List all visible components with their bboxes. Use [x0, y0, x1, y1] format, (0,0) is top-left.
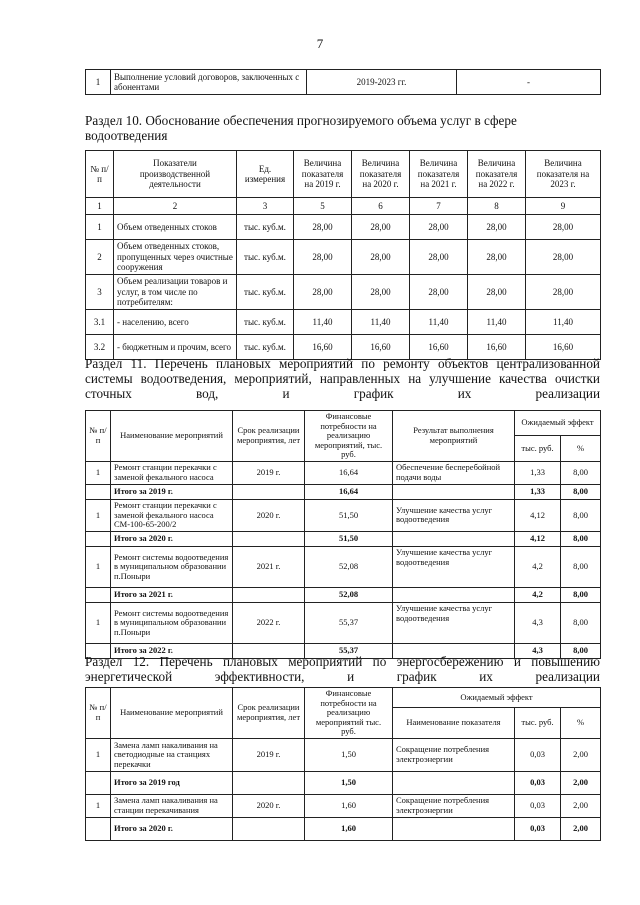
row-effect-rub: 0,03: [515, 738, 561, 771]
row-effect-rub: 4,3: [515, 602, 561, 643]
table-row: [86, 70, 601, 95]
header-cell: Финансовые потребности на реализацию мероприятий, тыс. руб.: [305, 411, 393, 462]
value-2020: 28,00: [352, 275, 410, 310]
row-effect-pct: 8,00: [561, 461, 601, 484]
value-2022: 11,40: [468, 310, 526, 335]
value-2020: 11,40: [352, 310, 410, 335]
value-2023: 28,00: [526, 240, 601, 275]
total-effect-pct: 8,00: [561, 643, 601, 658]
row-number: 1: [86, 794, 111, 817]
row-period: 2019 г.: [233, 738, 305, 771]
row-effect-pct: 8,00: [561, 546, 601, 587]
total-effect-rub: 0,03: [515, 771, 561, 794]
total-effect-rub: 4,12: [515, 531, 561, 546]
value-2019: 28,00: [294, 240, 352, 275]
section-11-table: [85, 410, 601, 659]
row-name: Выполнение условий договоров, заключенных с абонентами: [111, 70, 307, 95]
table-row: [86, 240, 601, 275]
column-number: 5: [294, 198, 352, 215]
row-number: 1: [86, 602, 111, 643]
value-2022: 28,00: [468, 240, 526, 275]
row-effect-rub: 4,12: [515, 499, 561, 531]
value-2020: 28,00: [352, 215, 410, 240]
row-effect-pct: 8,00: [561, 602, 601, 643]
row-name: Объем реализации товаров и услуг, в том числе по потребителям:: [114, 275, 237, 310]
row-effect-rub: 4,2: [515, 546, 561, 587]
value-2023: 28,00: [526, 215, 601, 240]
row-name: Ремонт системы водоотведения в муниципальном образовании п.Поныри: [111, 602, 233, 643]
total-label: Итого за 2021 г.: [111, 587, 233, 602]
value-2019: 28,00: [294, 215, 352, 240]
table-row: [86, 275, 601, 310]
value-2021: 28,00: [410, 215, 468, 240]
value-2022: 16,60: [468, 335, 526, 360]
header-cell: Величина показателя на 2020 г.: [352, 151, 410, 198]
column-number: 9: [526, 198, 601, 215]
row-name: Объем отведенных стоков: [114, 215, 237, 240]
section-10-table: [85, 150, 601, 360]
row-finance: 16,64: [305, 461, 393, 484]
row-number: 3.1: [86, 310, 114, 335]
row-number: 1: [86, 738, 111, 771]
row-period: 2019 г.: [233, 461, 305, 484]
total-effect-rub: 4,3: [515, 643, 561, 658]
table-row: [86, 546, 601, 587]
row-period: 2020 г.: [233, 499, 305, 531]
row-name: Ремонт системы водоотведения в муниципальном образовании п.Поныри: [111, 546, 233, 587]
row-number: 3.2: [86, 335, 114, 360]
row-name: - населению, всего: [114, 310, 237, 335]
column-number-row: [86, 198, 601, 215]
table-row: [86, 794, 601, 817]
row-number: 3: [86, 275, 114, 310]
row-result: Улучшение качества услуг водоотведения: [393, 602, 515, 643]
value-2019: 16,60: [294, 335, 352, 360]
header-cell: Наименование мероприятий: [111, 688, 233, 739]
section-10-heading: Раздел 10. Обоснование обеспечения прогнозируемого объема услуг в сфере водоотведения: [85, 113, 517, 143]
row-period: 2021 г.: [233, 546, 305, 587]
value-2019: 28,00: [294, 275, 352, 310]
row-effect-rub: 0,03: [515, 794, 561, 817]
row-effect-pct: 2,00: [561, 794, 601, 817]
row-period: 2019-2023 гг.: [307, 70, 457, 95]
header-cell: Величина показателя на 2021 г.: [410, 151, 468, 198]
row-number: 1: [86, 461, 111, 484]
row-indicator: Сокращение потребления электроэнергии: [393, 794, 515, 817]
header-cell: Ед. измерения: [237, 151, 294, 198]
header-cell: %: [561, 707, 601, 738]
value-2022: 28,00: [468, 215, 526, 240]
row-period: 2020 г.: [233, 794, 305, 817]
row-name: Ремонт станции перекачки с заменой фекального насоса: [111, 461, 233, 484]
value-2021: 28,00: [410, 275, 468, 310]
row-unit: тыс. куб.м.: [237, 275, 294, 310]
header-cell: № п/п: [86, 411, 111, 462]
column-number: 8: [468, 198, 526, 215]
header-cell: Наименование показателя: [393, 707, 515, 738]
section-12-heading: Раздел 12. Перечень плановых мероприятий по энергосбережению и повышению энергетической эффективности, и график их реализации: [85, 654, 600, 684]
column-number: 6: [352, 198, 410, 215]
row-unit: тыс. куб.м.: [237, 310, 294, 335]
total-row: [86, 771, 601, 794]
total-effect-pct: 2,00: [561, 771, 601, 794]
row-name: - бюджетным и прочим, всего: [114, 335, 237, 360]
row-finance: 1,60: [305, 794, 393, 817]
total-label: Итого за 2019 г.: [111, 484, 233, 499]
table-row: [86, 738, 601, 771]
row-result: Улучшение качества услуг водоотведения: [393, 499, 515, 531]
row-unit: тыс. куб.м.: [237, 335, 294, 360]
row-result: Обеспечение бесперебойной подачи воды: [393, 461, 515, 484]
total-finance: 51,50: [305, 531, 393, 546]
row-indicator: Сокращение потребления электроэнергии: [393, 738, 515, 771]
header-cell: %: [561, 436, 601, 461]
value-2020: 28,00: [352, 240, 410, 275]
total-effect-rub: 4,2: [515, 587, 561, 602]
section-11-heading: Раздел 11. Перечень плановых мероприятий по ремонту объектов централизованной системы водоотведения, мероприятий, направленных на улучшение качества очистки сточных вод, и график их реализации: [85, 356, 600, 401]
header-cell: Ожидаемый эффект: [393, 688, 601, 708]
total-finance: 16,64: [305, 484, 393, 499]
table-row: [86, 310, 601, 335]
row-number: 2: [86, 240, 114, 275]
total-finance: 1,50: [305, 771, 393, 794]
table-header-row: [86, 688, 601, 708]
row-effect-rub: 1,33: [515, 461, 561, 484]
header-cell: Величина показателя на 2022 г.: [468, 151, 526, 198]
total-label: Итого за 2020 г.: [111, 817, 233, 840]
total-finance: 1,60: [305, 817, 393, 840]
header-cell: Показатели производственной деятельности: [114, 151, 237, 198]
row-number: 1: [86, 215, 114, 240]
value-2023: 11,40: [526, 310, 601, 335]
row-finance: 55,37: [305, 602, 393, 643]
table-header-row: [86, 411, 601, 436]
row-period: 2022 г.: [233, 602, 305, 643]
header-cell: тыс. руб.: [515, 707, 561, 738]
value-2019: 11,40: [294, 310, 352, 335]
value-2021: 16,60: [410, 335, 468, 360]
value-2023: 28,00: [526, 275, 601, 310]
total-effect-pct: 8,00: [561, 484, 601, 499]
row-unit: тыс. куб.м.: [237, 240, 294, 275]
row-number: 1: [86, 499, 111, 531]
header-cell: Величина показателя на 2023 г.: [526, 151, 601, 198]
header-cell: Срок реализации мероприятия, лет: [233, 688, 305, 739]
row-name: Объем отведенных стоков, пропущенных через очистные сооружения: [114, 240, 237, 275]
header-cell: Результат выполнения мероприятий: [393, 411, 515, 462]
total-row: [86, 587, 601, 602]
row-finance: 1,50: [305, 738, 393, 771]
column-number: 3: [237, 198, 294, 215]
total-effect-pct: 8,00: [561, 587, 601, 602]
row-effect-pct: 2,00: [561, 738, 601, 771]
table-header-row: [86, 151, 601, 198]
header-cell: Срок реализации мероприятия, лет: [233, 411, 305, 462]
continuation-table: [85, 69, 601, 95]
section-12-table: [85, 687, 601, 841]
row-number: 1: [86, 70, 111, 95]
total-row: [86, 817, 601, 840]
total-finance: 55,37: [305, 643, 393, 658]
page-number: 7: [316, 36, 324, 51]
table-row: [86, 499, 601, 531]
total-row: [86, 531, 601, 546]
row-name: Замена ламп накаливания на станции перекачивания: [111, 794, 233, 817]
value-2022: 28,00: [468, 275, 526, 310]
header-cell: № п/п: [86, 688, 111, 739]
table-row: [86, 461, 601, 484]
value-2021: 11,40: [410, 310, 468, 335]
column-number: 2: [114, 198, 237, 215]
header-cell: тыс. руб.: [515, 436, 561, 461]
row-name: Ремонт станции перекачки с заменой фекального насоса СМ-100-65-200/2: [111, 499, 233, 531]
total-effect-pct: 8,00: [561, 531, 601, 546]
value-2020: 16,60: [352, 335, 410, 360]
row-result: Улучшение качества услуг водоотведения: [393, 546, 515, 587]
total-label: Итого за 2020 г.: [111, 531, 233, 546]
row-effect-pct: 8,00: [561, 499, 601, 531]
header-cell: Финансовые потребности на реализацию мероприятий тыс. руб.: [305, 688, 393, 739]
table-row: [86, 215, 601, 240]
total-row: [86, 484, 601, 499]
total-effect-pct: 2,00: [561, 817, 601, 840]
header-cell: № п/п: [86, 151, 114, 198]
total-finance: 52,08: [305, 587, 393, 602]
row-number: 1: [86, 546, 111, 587]
value-2021: 28,00: [410, 240, 468, 275]
total-label: Итого за 2019 год: [111, 771, 233, 794]
row-unit: тыс. куб.м.: [237, 215, 294, 240]
column-number: 7: [410, 198, 468, 215]
value-2023: 16,60: [526, 335, 601, 360]
total-effect-rub: 0,03: [515, 817, 561, 840]
row-finance: 52,08: [305, 546, 393, 587]
header-cell: Величина показателя на 2019 г.: [294, 151, 352, 198]
row-result: -: [457, 70, 601, 95]
total-effect-rub: 1,33: [515, 484, 561, 499]
header-cell: Ожидаемый эффект: [515, 411, 601, 436]
row-finance: 51,50: [305, 499, 393, 531]
header-cell: Наименование мероприятий: [111, 411, 233, 462]
total-label: Итого за 2022 г.: [111, 643, 233, 658]
column-number: 1: [86, 198, 114, 215]
table-row: [86, 602, 601, 643]
row-name: Замена ламп накаливания на светодиодные на станциях перекачки: [111, 738, 233, 771]
